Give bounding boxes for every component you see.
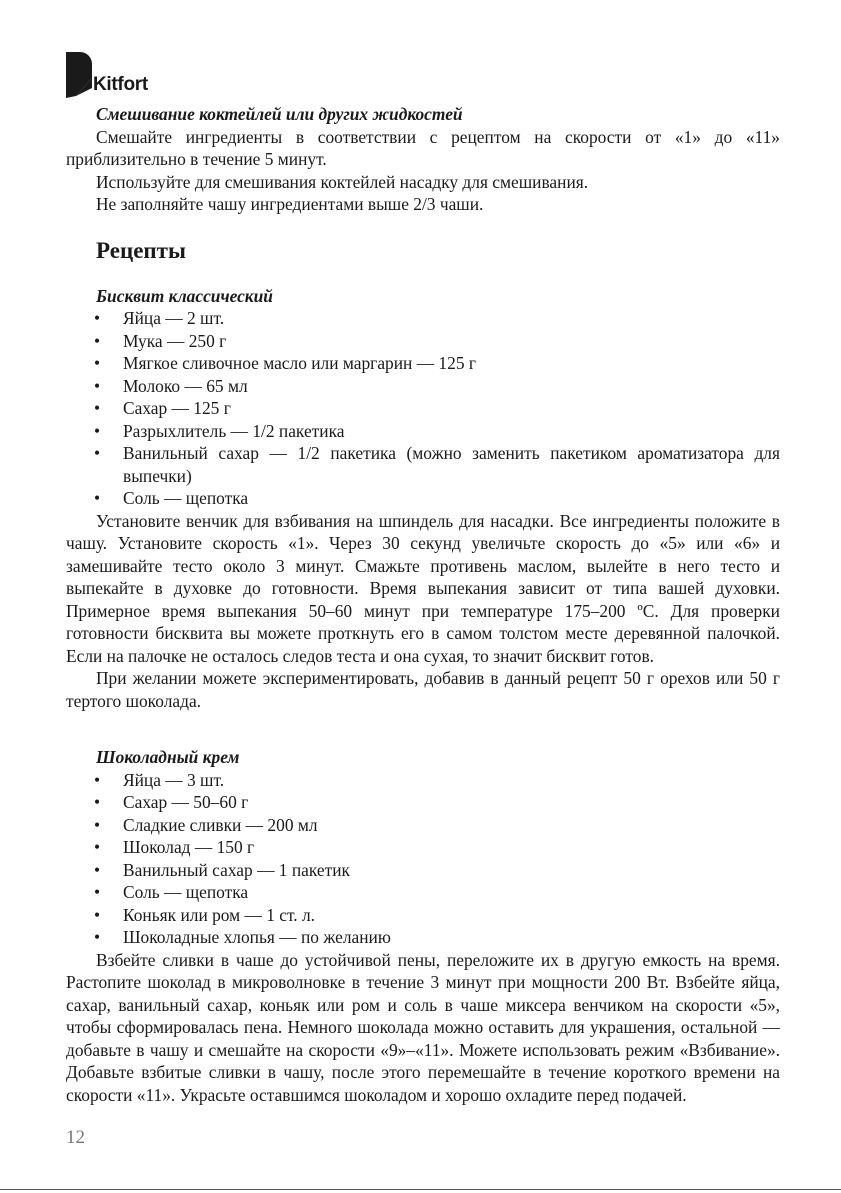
bullet-icon: • (94, 488, 101, 508)
brand-logo (66, 52, 186, 100)
recipes-title: Рецепты (96, 237, 186, 263)
list-item: • Шоколадные хлопья — по желанию (94, 927, 391, 947)
mixing-title: Смешивание коктейлей или других жидкостей (96, 104, 463, 124)
sponge-paragraph-2: При желании можете экспериментировать, добавив в данный рецепт 50 г орехов или 50 г тертого шоколада. (66, 668, 780, 711)
bullet-icon: • (94, 792, 101, 812)
sponge-ingredients (66, 307, 780, 510)
mixing-paragraph-1: Смешайте ингредиенты в соответствии с рецептом на скорости от «1» до «11» приблизительно в течение 5 минут. (66, 126, 780, 169)
bullet-icon: • (94, 375, 101, 396)
kitfort-logo-icon (66, 52, 92, 98)
bullet-icon: • (94, 837, 101, 857)
list-item: • Сладкие сливки — 200 мл (94, 814, 318, 835)
list-item: • Мягкое сливочное масло или маргарин — 125 г (94, 353, 477, 373)
cream-title: Шоколадный крем (96, 747, 240, 767)
cream-ingredients (66, 769, 780, 949)
page-content (66, 103, 780, 1106)
list-item: • Коньяк или ром — 1 ст. л. (94, 904, 316, 925)
bullet-icon: • (94, 769, 101, 790)
bullet-icon: • (94, 859, 101, 880)
list-item: • Яйца — 3 шт. (94, 769, 225, 790)
list-item: • Соль — щепотка (94, 488, 249, 508)
list-item: • Яйца — 2 шт. (94, 308, 225, 328)
mixing-paragraph-3: Не заполняйте чашу ингредиентами выше 2/3 чаши. (96, 194, 484, 214)
list-item: • Мука — 250 г (94, 330, 227, 351)
list-item: • Соль — щепотка (94, 882, 249, 902)
list-item: • Сахар — 50–60 г (94, 792, 249, 812)
footer-divider (0, 1189, 841, 1190)
sponge-title: Бисквит классический (96, 285, 273, 306)
list-item: • Сахар — 125 г (94, 398, 231, 418)
list-item: • Ванильный сахар — 1/2 пакетика (можно заменить пакетиком ароматизатора для выпечки) (94, 443, 780, 486)
bullet-icon: • (94, 814, 101, 835)
spacer (66, 712, 780, 734)
page-number: 12 (66, 1127, 85, 1148)
sponge-paragraph-1: Установите венчик для взбивания на шпиндель для насадки. Все ингредиенты положите в чашу. Установите скорость «1». Через 30 секунд увеличьте скорость до «5» или «6» и замешивайте тесто около 3 минут. Смажьте противень маслом, вылейте в него тесто и выпекайте в духовке до готовности. Время выпекания зависит от типа вашей духовки. Примерное время выпекания 50–60 минут при температуре 175–200 ºС. Для проверки готовности бисквита вы можете проткнуть его в самом толстом месте деревянной палочкой. Если на палочке не осталось следов теста и она сухая, то значит бисквит готов. (66, 510, 780, 666)
bullet-icon: • (94, 420, 101, 441)
bullet-icon: • (94, 330, 101, 351)
spacer (66, 734, 780, 746)
bullet-icon: • (94, 443, 101, 463)
list-item: • Разрыхлитель — 1/2 пакетика (94, 420, 345, 441)
brand-name: Kitfort (93, 74, 148, 95)
list-item: • Шоколад — 150 г (94, 837, 255, 857)
cream-paragraph-1: Взбейте сливки в чаше до устойчивой пены, переложите их в другую емкость на время. Растопите шоколад в микроволновке в течение 3 минут при мощности 200 Вт. Взбейте яйца, сахар, ванильный сахар, коньяк или ром и соль в чаше миксера венчиком на скорости «5», чтобы сформировалась пена. Немного шоколада можно оставить для украшения, остальной — добавьте в чашу и смешайте на скорости «9»–«11». Можете использовать режим «Взбивание». Добавьте взбитые сливки в чашу, после этого перемешайте в течение короткого времени на скорости «11». Украсьте оставшимся шоколадом и хорошо охладите перед подачей. (66, 949, 780, 1105)
list-item: • Молоко — 65 мл (94, 375, 248, 396)
bullet-icon: • (94, 353, 101, 373)
mixing-paragraph-2: Используйте для смешивания коктейлей насадку для смешивания. (96, 171, 589, 192)
bullet-icon: • (94, 927, 101, 947)
bullet-icon: • (94, 308, 101, 328)
bullet-icon: • (94, 904, 101, 925)
list-item: • Ванильный сахар — 1 пакетик (94, 859, 350, 880)
bullet-icon: • (94, 398, 101, 418)
bullet-icon: • (94, 882, 101, 902)
